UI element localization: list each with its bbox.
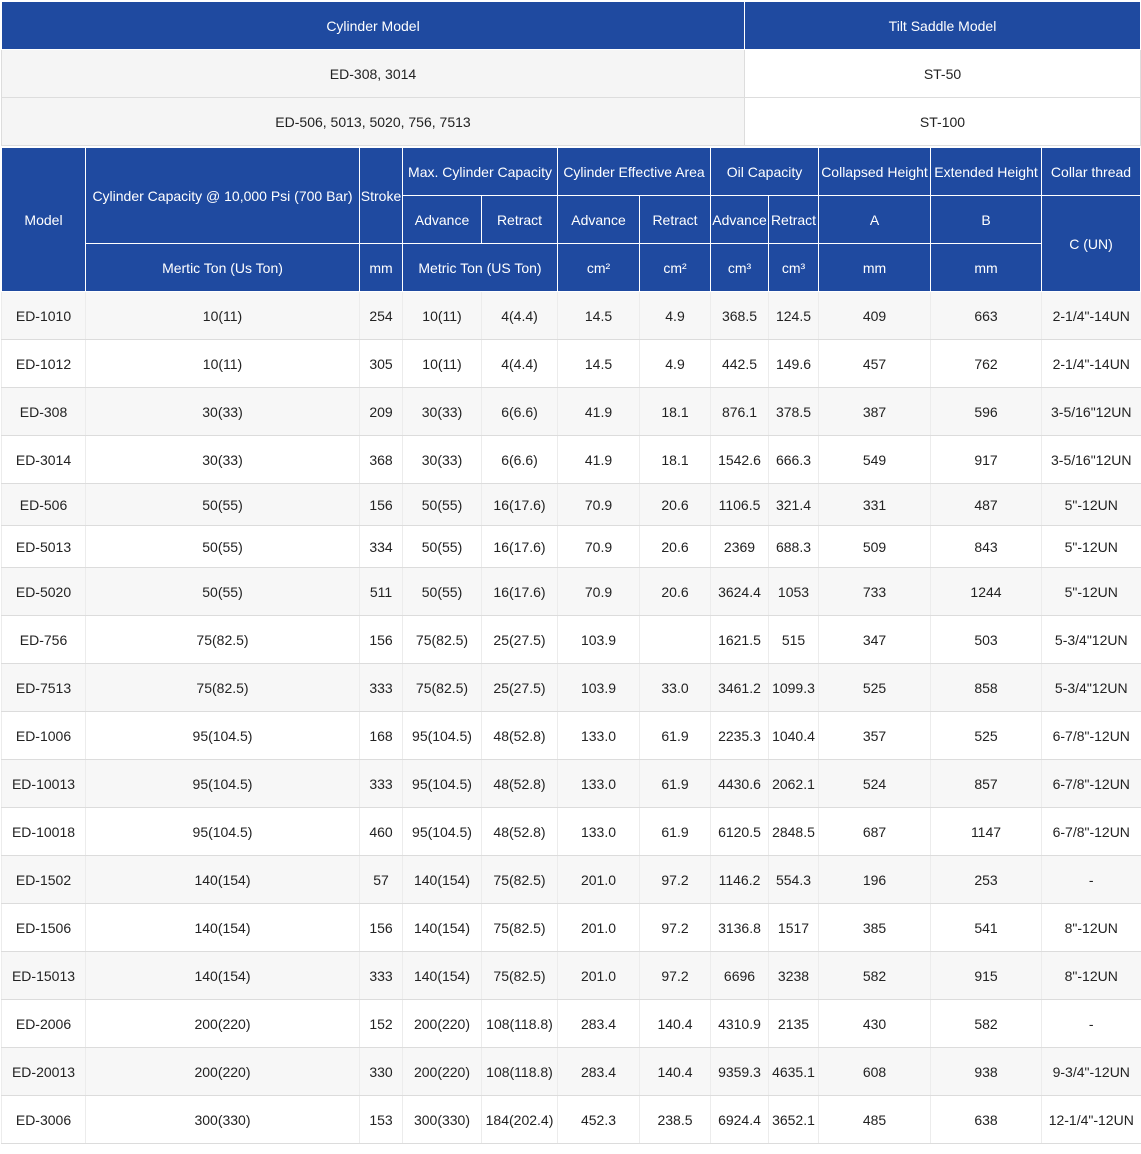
cell-model: ED-1010 (2, 292, 86, 340)
header-tilt-saddle-model: Tilt Saddle Model (745, 2, 1141, 50)
saddle-row (2, 50, 1141, 98)
cell-extended-b: 487 (931, 484, 1042, 526)
cell-capacity: 50(55) (86, 526, 360, 568)
cell-oil-retract: 666.3 (769, 436, 819, 484)
cell-oil-retract: 2135 (769, 1000, 819, 1048)
cell-oil-advance: 6120.5 (711, 808, 769, 856)
cell-max-advance: 50(55) (403, 568, 482, 616)
cell-max-retract: 6(6.6) (482, 436, 558, 484)
cell-area-retract: 20.6 (640, 484, 711, 526)
header-stroke: Stroke (360, 148, 403, 244)
cell-max-advance: 50(55) (403, 526, 482, 568)
saddle-row (2, 98, 1141, 146)
header-area-advance: Advance (558, 196, 640, 244)
cell-area-retract: 140.4 (640, 1048, 711, 1096)
cell-stroke: 209 (360, 388, 403, 436)
cell-max-advance: 95(104.5) (403, 808, 482, 856)
cell-oil-retract: 688.3 (769, 526, 819, 568)
cell-area-advance: 14.5 (558, 292, 640, 340)
header-a: A (819, 196, 931, 244)
cell-oil-advance: 6696 (711, 952, 769, 1000)
cell-area-advance: 201.0 (558, 904, 640, 952)
cell-capacity: 10(11) (86, 340, 360, 388)
cell-stroke: 168 (360, 712, 403, 760)
cell-oil-advance: 1621.5 (711, 616, 769, 664)
cell-area-advance: 70.9 (558, 568, 640, 616)
cell-capacity: 50(55) (86, 484, 360, 526)
cell-oil-retract: 1040.4 (769, 712, 819, 760)
cell-capacity: 300(330) (86, 1096, 360, 1144)
cell-area-retract: 33.0 (640, 664, 711, 712)
cell-collapsed-a: 387 (819, 388, 931, 436)
cell-collar-thread: 2-1/4"-14UN (1042, 340, 1141, 388)
cell-max-retract: 48(52.8) (482, 760, 558, 808)
cell-max-advance: 95(104.5) (403, 760, 482, 808)
cell-oil-retract: 515 (769, 616, 819, 664)
cell-area-retract: 61.9 (640, 712, 711, 760)
cell-collapsed-a: 733 (819, 568, 931, 616)
header-oil-advance: Advance (711, 196, 769, 244)
cell-collapsed-a: 457 (819, 340, 931, 388)
cell-capacity: 50(55) (86, 568, 360, 616)
cell-stroke: 153 (360, 1096, 403, 1144)
cell-extended-b: 503 (931, 616, 1042, 664)
cell-oil-retract: 4635.1 (769, 1048, 819, 1096)
cell-max-retract: 25(27.5) (482, 664, 558, 712)
unit-oil-advance: cm³ (711, 244, 769, 292)
table-row (2, 526, 1141, 568)
cell-capacity: 140(154) (86, 856, 360, 904)
cell-max-retract: 4(4.4) (482, 340, 558, 388)
cell-oil-advance: 2235.3 (711, 712, 769, 760)
cell-area-advance: 133.0 (558, 712, 640, 760)
cell-area-retract: 238.5 (640, 1096, 711, 1144)
cell-stroke: 460 (360, 808, 403, 856)
header-c-un: C (UN) (1042, 196, 1141, 292)
table-row (2, 340, 1141, 388)
cell-collapsed-a: 524 (819, 760, 931, 808)
cell-collar-thread: 5"-12UN (1042, 484, 1141, 526)
saddle-header-row (2, 2, 1141, 50)
cell-collapsed-a: 608 (819, 1048, 931, 1096)
header-effective-area: Cylinder Effective Area (558, 148, 711, 196)
cell-capacity: 30(33) (86, 436, 360, 484)
cell-area-retract (640, 616, 711, 664)
cell-oil-retract: 1053 (769, 568, 819, 616)
table-row (2, 664, 1141, 712)
cell-collapsed-a: 549 (819, 436, 931, 484)
cell-max-advance: 10(11) (403, 292, 482, 340)
cell-oil-advance: 442.5 (711, 340, 769, 388)
cell-oil-retract: 1099.3 (769, 664, 819, 712)
cell-capacity: 200(220) (86, 1048, 360, 1096)
table-row (2, 952, 1141, 1000)
cell-max-retract: 75(82.5) (482, 952, 558, 1000)
table-row (2, 1000, 1141, 1048)
cell-max-advance: 75(82.5) (403, 664, 482, 712)
cell-extended-b: 915 (931, 952, 1042, 1000)
cell-stroke: 156 (360, 616, 403, 664)
cell-max-advance: 10(11) (403, 340, 482, 388)
table-row (2, 484, 1141, 526)
unit-b: mm (931, 244, 1042, 292)
cell-max-advance: 140(154) (403, 952, 482, 1000)
cell-capacity: 75(82.5) (86, 664, 360, 712)
cell-max-advance: 140(154) (403, 856, 482, 904)
cell-model: ED-7513 (2, 664, 86, 712)
cell-capacity: 75(82.5) (86, 616, 360, 664)
cell-collar-thread: 5-3/4"12UN (1042, 664, 1141, 712)
cell-oil-advance: 1146.2 (711, 856, 769, 904)
cell-area-advance: 201.0 (558, 856, 640, 904)
header-model: Model (2, 148, 86, 292)
header-max-retract: Retract (482, 196, 558, 244)
cell-area-advance: 41.9 (558, 436, 640, 484)
header-b: B (931, 196, 1042, 244)
cell-oil-advance: 876.1 (711, 388, 769, 436)
cell-collapsed-a: 357 (819, 712, 931, 760)
cell-max-retract: 16(17.6) (482, 568, 558, 616)
cell-max-advance: 95(104.5) (403, 712, 482, 760)
cell-extended-b: 1244 (931, 568, 1042, 616)
saddle-cylinder-cell: ED-308, 3014 (2, 50, 745, 98)
cell-area-retract: 4.9 (640, 292, 711, 340)
cell-extended-b: 857 (931, 760, 1042, 808)
unit-oil-retract: cm³ (769, 244, 819, 292)
cell-max-retract: 6(6.6) (482, 388, 558, 436)
cell-area-retract: 20.6 (640, 526, 711, 568)
table-row (2, 292, 1141, 340)
cell-collar-thread: - (1042, 856, 1141, 904)
cell-model: ED-20013 (2, 1048, 86, 1096)
cell-max-advance: 30(33) (403, 436, 482, 484)
table-row (2, 1048, 1141, 1096)
cell-collar-thread: 6-7/8"-12UN (1042, 712, 1141, 760)
cell-extended-b: 596 (931, 388, 1042, 436)
cell-oil-advance: 2369 (711, 526, 769, 568)
table-row (2, 712, 1141, 760)
cell-model: ED-3006 (2, 1096, 86, 1144)
unit-max-capacity: Metric Ton (US Ton) (403, 244, 558, 292)
cell-collar-thread: 9-3/4"-12UN (1042, 1048, 1141, 1096)
unit-stroke: mm (360, 244, 403, 292)
cell-capacity: 200(220) (86, 1000, 360, 1048)
cell-collar-thread: 8"-12UN (1042, 904, 1141, 952)
cell-collapsed-a: 409 (819, 292, 931, 340)
cell-model: ED-2006 (2, 1000, 86, 1048)
cell-max-retract: 75(82.5) (482, 856, 558, 904)
header-cylinder-model: Cylinder Model (2, 2, 745, 50)
cell-capacity: 95(104.5) (86, 712, 360, 760)
cell-extended-b: 253 (931, 856, 1042, 904)
cell-max-retract: 184(202.4) (482, 1096, 558, 1144)
cell-capacity: 140(154) (86, 904, 360, 952)
cell-area-advance: 283.4 (558, 1000, 640, 1048)
cell-stroke: 330 (360, 1048, 403, 1096)
cell-stroke: 57 (360, 856, 403, 904)
cell-model: ED-506 (2, 484, 86, 526)
cell-max-retract: 4(4.4) (482, 292, 558, 340)
cell-max-retract: 16(17.6) (482, 484, 558, 526)
saddle-model-cell: ST-50 (745, 50, 1141, 98)
cell-stroke: 333 (360, 664, 403, 712)
cell-model: ED-1006 (2, 712, 86, 760)
cell-stroke: 152 (360, 1000, 403, 1048)
cell-extended-b: 663 (931, 292, 1042, 340)
cell-area-retract: 97.2 (640, 952, 711, 1000)
cell-area-advance: 70.9 (558, 526, 640, 568)
cell-collar-thread: 6-7/8"-12UN (1042, 808, 1141, 856)
cell-max-retract: 48(52.8) (482, 712, 558, 760)
cell-max-advance: 30(33) (403, 388, 482, 436)
cell-max-retract: 108(118.8) (482, 1048, 558, 1096)
cell-max-advance: 75(82.5) (403, 616, 482, 664)
cell-oil-advance: 4430.6 (711, 760, 769, 808)
cell-oil-retract: 1517 (769, 904, 819, 952)
cell-collapsed-a: 509 (819, 526, 931, 568)
header-extended-height: Extended Height (931, 148, 1042, 196)
header-oil-retract: Retract (769, 196, 819, 244)
cell-collapsed-a: 485 (819, 1096, 931, 1144)
cell-area-advance: 103.9 (558, 616, 640, 664)
cell-collar-thread: 2-1/4"-14UN (1042, 292, 1141, 340)
cell-max-advance: 140(154) (403, 904, 482, 952)
cell-area-retract: 61.9 (640, 760, 711, 808)
unit-area-retract: cm² (640, 244, 711, 292)
cell-stroke: 156 (360, 904, 403, 952)
cell-model: ED-1506 (2, 904, 86, 952)
cell-extended-b: 525 (931, 712, 1042, 760)
cell-area-advance: 103.9 (558, 664, 640, 712)
cell-oil-advance: 1106.5 (711, 484, 769, 526)
cell-oil-retract: 554.3 (769, 856, 819, 904)
cell-capacity: 30(33) (86, 388, 360, 436)
cell-stroke: 334 (360, 526, 403, 568)
header-area-retract: Retract (640, 196, 711, 244)
table-row (2, 856, 1141, 904)
cell-area-retract: 97.2 (640, 856, 711, 904)
cylinder-spec-table (1, 147, 1141, 1144)
cell-area-retract: 18.1 (640, 436, 711, 484)
cell-area-retract: 4.9 (640, 340, 711, 388)
cell-area-advance: 41.9 (558, 388, 640, 436)
cell-collapsed-a: 196 (819, 856, 931, 904)
cell-collar-thread: 8"-12UN (1042, 952, 1141, 1000)
cell-area-advance: 70.9 (558, 484, 640, 526)
cell-stroke: 333 (360, 760, 403, 808)
spec-header-row-1 (2, 148, 1141, 196)
cell-oil-retract: 3238 (769, 952, 819, 1000)
cell-oil-advance: 3624.4 (711, 568, 769, 616)
cell-capacity: 95(104.5) (86, 808, 360, 856)
cell-stroke: 333 (360, 952, 403, 1000)
cell-collapsed-a: 687 (819, 808, 931, 856)
cell-area-advance: 133.0 (558, 808, 640, 856)
header-oil-capacity: Oil Capacity (711, 148, 819, 196)
cell-max-retract: 108(118.8) (482, 1000, 558, 1048)
unit-capacity: Mertic Ton (Us Ton) (86, 244, 360, 292)
table-row (2, 1096, 1141, 1144)
cell-collar-thread: 5-3/4"12UN (1042, 616, 1141, 664)
cell-capacity: 140(154) (86, 952, 360, 1000)
cell-model: ED-5020 (2, 568, 86, 616)
cell-oil-advance: 3136.8 (711, 904, 769, 952)
cell-oil-retract: 2848.5 (769, 808, 819, 856)
cell-collapsed-a: 347 (819, 616, 931, 664)
cell-extended-b: 858 (931, 664, 1042, 712)
cell-area-retract: 97.2 (640, 904, 711, 952)
cell-oil-advance: 1542.6 (711, 436, 769, 484)
cell-max-advance: 200(220) (403, 1048, 482, 1096)
table-row (2, 436, 1141, 484)
cell-extended-b: 917 (931, 436, 1042, 484)
cell-capacity: 10(11) (86, 292, 360, 340)
cell-collapsed-a: 430 (819, 1000, 931, 1048)
cell-model: ED-10018 (2, 808, 86, 856)
cell-model: ED-756 (2, 616, 86, 664)
cell-collar-thread: 12-1/4"-12UN (1042, 1096, 1141, 1144)
cell-extended-b: 843 (931, 526, 1042, 568)
cell-model: ED-10013 (2, 760, 86, 808)
cell-extended-b: 541 (931, 904, 1042, 952)
cell-stroke: 368 (360, 436, 403, 484)
cell-max-retract: 25(27.5) (482, 616, 558, 664)
cell-area-retract: 61.9 (640, 808, 711, 856)
cell-model: ED-1012 (2, 340, 86, 388)
cell-extended-b: 582 (931, 1000, 1042, 1048)
cell-oil-retract: 378.5 (769, 388, 819, 436)
header-collar-thread: Collar thread (1042, 148, 1141, 196)
table-row (2, 388, 1141, 436)
cell-collar-thread: - (1042, 1000, 1141, 1048)
cell-model: ED-5013 (2, 526, 86, 568)
cell-model: ED-15013 (2, 952, 86, 1000)
cell-oil-advance: 4310.9 (711, 1000, 769, 1048)
cell-collapsed-a: 582 (819, 952, 931, 1000)
saddle-model-cell: ST-100 (745, 98, 1141, 146)
cell-max-retract: 75(82.5) (482, 904, 558, 952)
cell-collapsed-a: 331 (819, 484, 931, 526)
cell-collar-thread: 5"-12UN (1042, 526, 1141, 568)
cell-max-retract: 48(52.8) (482, 808, 558, 856)
table-row (2, 616, 1141, 664)
header-max-advance: Advance (403, 196, 482, 244)
unit-a: mm (819, 244, 931, 292)
cell-model: ED-308 (2, 388, 86, 436)
cell-extended-b: 938 (931, 1048, 1042, 1096)
cell-area-retract: 20.6 (640, 568, 711, 616)
cell-max-advance: 200(220) (403, 1000, 482, 1048)
cell-area-advance: 452.3 (558, 1096, 640, 1144)
cell-stroke: 254 (360, 292, 403, 340)
cell-max-advance: 50(55) (403, 484, 482, 526)
cell-max-retract: 16(17.6) (482, 526, 558, 568)
cell-max-advance: 300(330) (403, 1096, 482, 1144)
cell-oil-advance: 9359.3 (711, 1048, 769, 1096)
cell-oil-retract: 149.6 (769, 340, 819, 388)
cell-area-advance: 14.5 (558, 340, 640, 388)
cell-collar-thread: 3-5/16"12UN (1042, 436, 1141, 484)
cell-oil-advance: 3461.2 (711, 664, 769, 712)
cell-collar-thread: 6-7/8"-12UN (1042, 760, 1141, 808)
cell-oil-retract: 3652.1 (769, 1096, 819, 1144)
table-row (2, 760, 1141, 808)
cell-stroke: 511 (360, 568, 403, 616)
cell-oil-retract: 321.4 (769, 484, 819, 526)
cell-extended-b: 1147 (931, 808, 1042, 856)
cell-area-advance: 283.4 (558, 1048, 640, 1096)
table-row (2, 568, 1141, 616)
cell-collar-thread: 5"-12UN (1042, 568, 1141, 616)
cell-stroke: 156 (360, 484, 403, 526)
cell-area-advance: 133.0 (558, 760, 640, 808)
cell-model: ED-1502 (2, 856, 86, 904)
cell-extended-b: 638 (931, 1096, 1042, 1144)
cell-collapsed-a: 525 (819, 664, 931, 712)
cell-extended-b: 762 (931, 340, 1042, 388)
cell-model: ED-3014 (2, 436, 86, 484)
cell-oil-advance: 368.5 (711, 292, 769, 340)
table-row (2, 808, 1141, 856)
cell-area-advance: 201.0 (558, 952, 640, 1000)
header-max-capacity: Max. Cylinder Capacity (403, 148, 558, 196)
cell-area-retract: 18.1 (640, 388, 711, 436)
cell-collar-thread: 3-5/16"12UN (1042, 388, 1141, 436)
tilt-saddle-table (1, 1, 1141, 146)
cell-area-retract: 140.4 (640, 1000, 711, 1048)
unit-area-advance: cm² (558, 244, 640, 292)
header-collapsed-height: Collapsed Height (819, 148, 931, 196)
header-capacity: Cylinder Capacity @ 10,000 Psi (700 Bar) (86, 148, 360, 244)
spec-header-row-3 (2, 244, 1141, 292)
cell-oil-retract: 2062.1 (769, 760, 819, 808)
table-row (2, 904, 1141, 952)
saddle-cylinder-cell: ED-506, 5013, 5020, 756, 7513 (2, 98, 745, 146)
cell-capacity: 95(104.5) (86, 760, 360, 808)
cell-oil-retract: 124.5 (769, 292, 819, 340)
cell-stroke: 305 (360, 340, 403, 388)
cell-oil-advance: 6924.4 (711, 1096, 769, 1144)
cell-collapsed-a: 385 (819, 904, 931, 952)
